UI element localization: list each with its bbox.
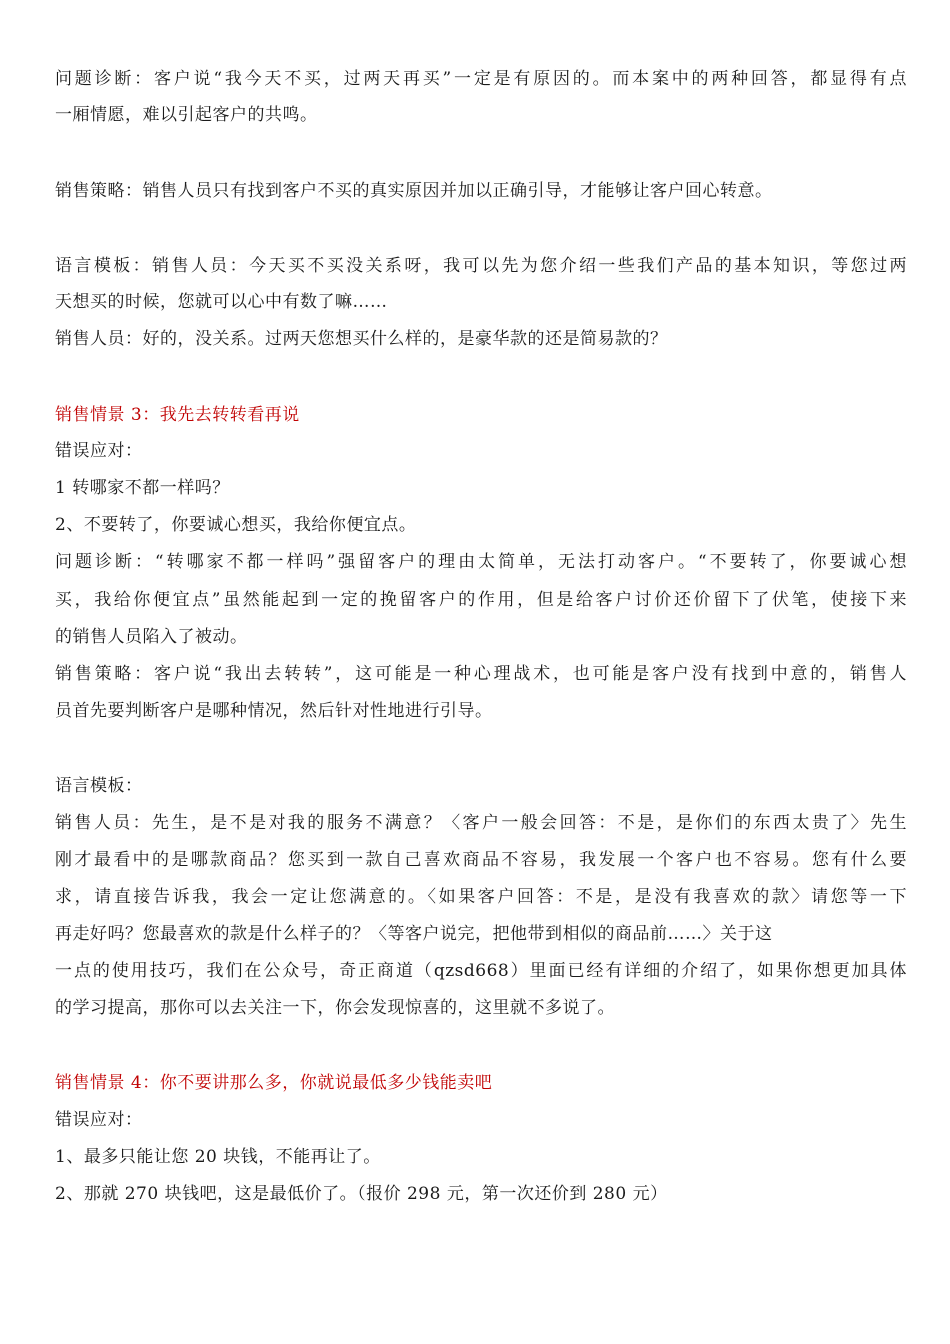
paragraph-line: 一厢情愿，难以引起客户的共鸣。 (55, 105, 318, 125)
paragraph-line: 天想买的时候，您就可以心中有数了嘛…… (55, 292, 388, 312)
paragraph-line: 刚才最看中的是哪款商品？您买到一款自己喜欢商品不容易，我发展一个客户也不容易。您有什么要 (55, 850, 907, 870)
paragraph-line: 销售策略：销售人员只有找到客户不买的真实原因并加以正确引导，才能够让客户回心转意。 (55, 181, 773, 201)
paragraph-line: 错误应对： (55, 1110, 143, 1130)
paragraph-line: 销售人员：先生，是不是对我的服务不满意？〈客户一般会回答：不是，是你们的东西太贵了〉先生 (55, 813, 907, 833)
paragraph-line: 的销售人员陷入了被动。 (55, 627, 248, 647)
paragraph-line: 问题诊断：客户说“我今天不买，过两天再买”一定是有原因的。而本案中的两种回答，都显得有点 (55, 69, 907, 89)
paragraph-line: 语言模板：销售人员：今天买不买没关系呀，我可以先为您介绍一些我们产品的基本知识，等您过两 (55, 256, 907, 276)
paragraph-line: 错误应对： (55, 441, 143, 461)
paragraph-line: 语言模板： (55, 776, 143, 796)
paragraph-line: 销售人员：好的，没关系。过两天您想买什么样的，是豪华款的还是简易款的？ (55, 329, 668, 349)
paragraph-line: 再走好吗？您最喜欢的款是什么样子的？〈等客户说完，把他带到相似的商品前……〉关于这 (55, 924, 773, 944)
paragraph-line: 员首先要判断客户是哪种情况，然后针对性地进行引导。 (55, 701, 493, 721)
section-heading: 销售情景 4：你不要讲那么多，你就说最低多少钱能卖吧 (55, 1073, 493, 1093)
paragraph-line: 销售策略：客户说“我出去转转”，这可能是一种心理战术，也可能是客户没有找到中意的，销售人 (55, 664, 907, 684)
list-item: 2、那就 270 块钱吧，这是最低价了。（报价 298 元，第一次还价到 280 元） (55, 1184, 668, 1204)
paragraph-line: 问题诊断：“转哪家不都一样吗”强留客户的理由太简单，无法打动客户。“不要转了，你要诚心想 (55, 552, 907, 572)
list-item: 2、不要转了，你要诚心想买，我给你便宜点。 (55, 515, 417, 535)
section-heading: 销售情景 3：我先去转转看再说 (55, 405, 300, 425)
paragraph-line: 买，我给你便宜点”虽然能起到一定的挽留客户的作用，但是给客户讨价还价留下了伏笔，使接下来 (55, 590, 907, 610)
list-item: 1、最多只能让您 20 块钱，不能再让了。 (55, 1147, 381, 1167)
list-item: 1 转哪家不都一样吗？ (55, 478, 230, 498)
paragraph-line: 的学习提高，那你可以去关注一下，你会发现惊喜的，这里就不多说了。 (55, 998, 615, 1018)
paragraph-line: 求，请直接告诉我，我会一定让您满意的。〈如果客户回答：不是，是没有我喜欢的款〉请您等一下 (55, 887, 907, 907)
paragraph-line: 一点的使用技巧，我们在公众号，奇正商道（qzsd668）里面已经有详细的介绍了，如果你想更加具体 (55, 961, 907, 981)
